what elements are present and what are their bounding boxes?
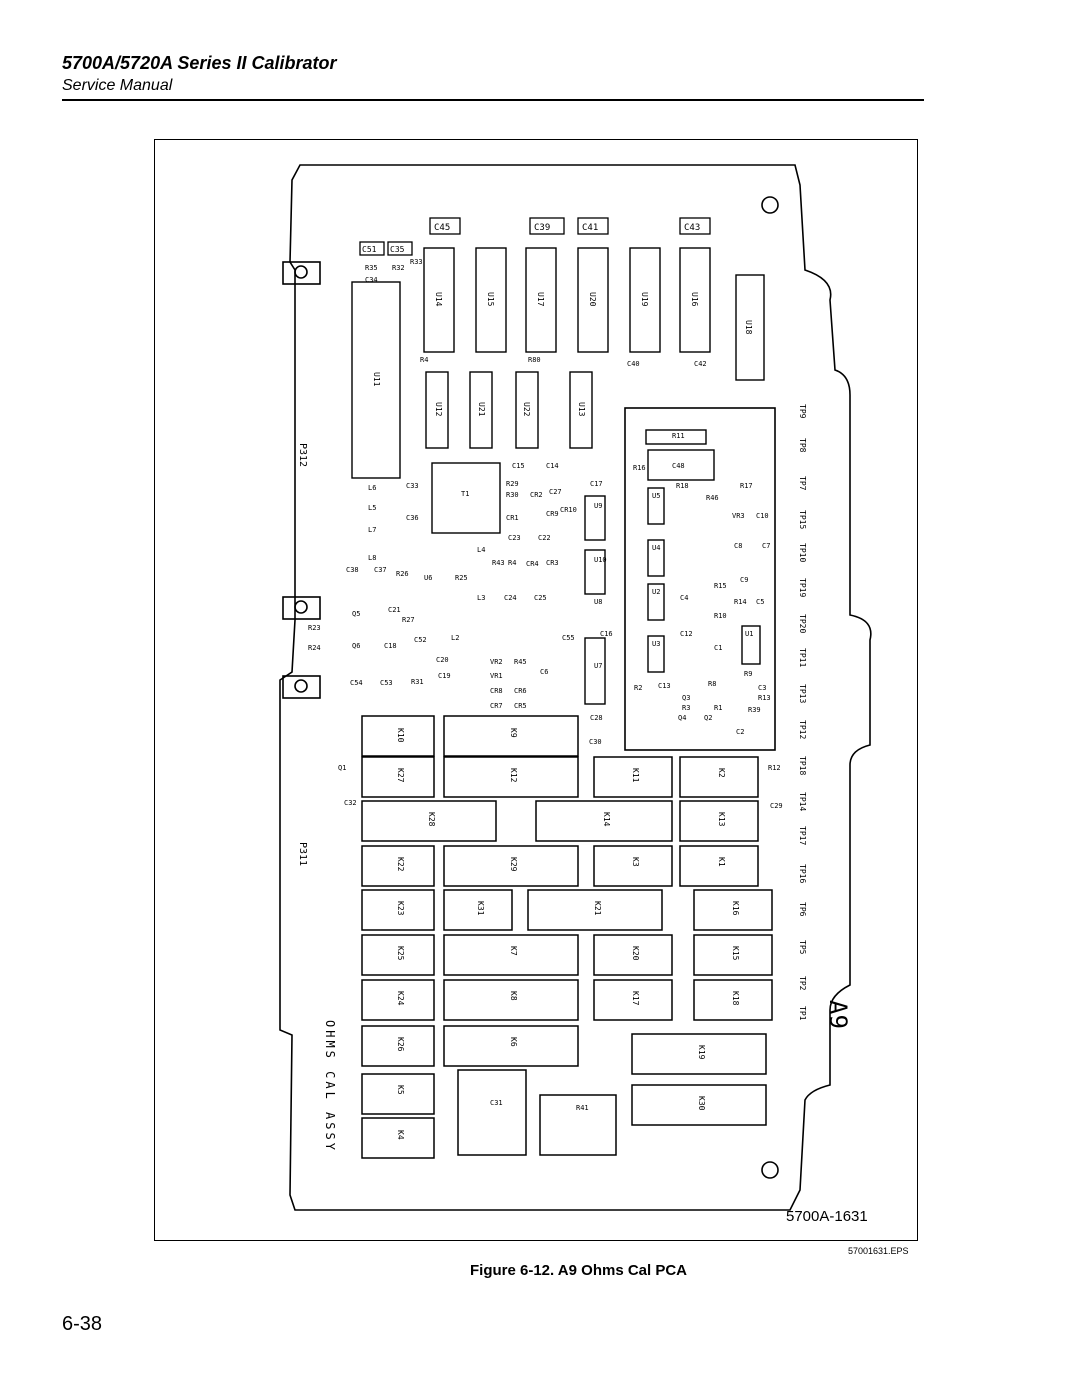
component-u5: U5 bbox=[652, 492, 661, 500]
test-point-tp10: TP10 bbox=[798, 543, 807, 563]
component-l5: L5 bbox=[368, 504, 377, 512]
component-c20: C20 bbox=[436, 656, 449, 664]
component-c10: C10 bbox=[756, 512, 769, 520]
relay-k3: K3 bbox=[631, 857, 640, 867]
component-l7: L7 bbox=[368, 526, 377, 534]
component-l2: L2 bbox=[451, 634, 460, 642]
eps-filename: 57001631.EPS bbox=[848, 1246, 909, 1256]
component-r3: R3 bbox=[682, 704, 691, 712]
relay-k1: K1 bbox=[717, 857, 726, 867]
component-c4: C4 bbox=[680, 594, 689, 602]
component-c18: C18 bbox=[384, 642, 397, 650]
component-c3: C3 bbox=[758, 684, 767, 692]
component-r32: R32 bbox=[392, 264, 405, 272]
relay-k27: K27 bbox=[396, 768, 405, 783]
cap-c43: C43 bbox=[684, 223, 701, 233]
relay-k24: K24 bbox=[396, 991, 405, 1006]
component-c52: C52 bbox=[414, 636, 427, 644]
component-cr4: CR4 bbox=[526, 560, 539, 568]
component-r24: R24 bbox=[308, 644, 321, 652]
component-c5: C5 bbox=[756, 598, 765, 606]
component-l8: L8 bbox=[368, 554, 377, 562]
component-r12: R12 bbox=[768, 764, 781, 772]
ic-u14: U14 bbox=[434, 292, 443, 307]
component-c7: C7 bbox=[762, 542, 771, 550]
relay-k19: K19 bbox=[697, 1045, 706, 1060]
test-point-tp9: TP9 bbox=[798, 404, 807, 419]
component-r80: R80 bbox=[528, 356, 541, 364]
component-r30: R30 bbox=[506, 491, 519, 499]
relay-k25: K25 bbox=[396, 946, 405, 961]
ic-u22: U22 bbox=[522, 402, 531, 417]
component-c22: C22 bbox=[538, 534, 551, 542]
relay-k30: K30 bbox=[697, 1096, 706, 1111]
component-r41: R41 bbox=[576, 1104, 589, 1112]
component-r27: R27 bbox=[402, 616, 415, 624]
component-cr9: CR9 bbox=[546, 510, 559, 518]
relay-k11: K11 bbox=[631, 768, 640, 783]
component-vr3: VR3 bbox=[732, 512, 745, 520]
running-header-title: 5700A/5720A Series II Calibrator bbox=[62, 53, 337, 73]
ic-u17: U17 bbox=[536, 292, 545, 307]
component-r29: R29 bbox=[506, 480, 519, 488]
component-r43: R43 bbox=[492, 559, 505, 567]
relay-k20: K20 bbox=[631, 946, 640, 961]
board-outline bbox=[280, 165, 871, 1210]
component-u8: U8 bbox=[594, 598, 603, 606]
component-t1: T1 bbox=[461, 490, 470, 498]
component-r14: R14 bbox=[734, 598, 747, 606]
component-cr8: CR8 bbox=[490, 687, 503, 695]
relay-k16: K16 bbox=[731, 901, 740, 916]
ic-u13: U13 bbox=[577, 402, 586, 417]
component-c37: C37 bbox=[374, 566, 387, 574]
relay-k21: K21 bbox=[593, 901, 602, 916]
test-point-tp12: TP12 bbox=[798, 720, 807, 740]
component-c27: C27 bbox=[549, 488, 562, 496]
component-c6: C6 bbox=[540, 668, 549, 676]
component-c24: C24 bbox=[504, 594, 517, 602]
component-c21: C21 bbox=[388, 606, 401, 614]
component-c13: C13 bbox=[658, 682, 671, 690]
test-point-tp13: TP13 bbox=[798, 684, 807, 704]
component-u7: U7 bbox=[594, 662, 603, 670]
test-point-tp7: TP7 bbox=[798, 476, 807, 491]
test-point-tp8: TP8 bbox=[798, 438, 807, 453]
component-u6: U6 bbox=[424, 574, 433, 582]
test-point-tp1: TP1 bbox=[798, 1006, 807, 1021]
component-c17: C17 bbox=[590, 480, 603, 488]
ic-u19: U19 bbox=[640, 292, 649, 307]
component-r8: R8 bbox=[708, 680, 717, 688]
figure-caption: Figure 6-12. A9 Ohms Cal PCA bbox=[470, 1262, 688, 1279]
relay-k4: K4 bbox=[396, 1130, 405, 1140]
component-r23: R23 bbox=[308, 624, 321, 632]
component-c42: C42 bbox=[694, 360, 707, 368]
component-c16: C16 bbox=[600, 630, 613, 638]
relay-k2: K2 bbox=[717, 768, 726, 778]
relay-k14: K14 bbox=[602, 812, 611, 827]
test-point-tp6: TP6 bbox=[798, 902, 807, 917]
relay-k23: K23 bbox=[396, 901, 405, 916]
cap-c45: C45 bbox=[434, 223, 451, 233]
component-u9: U9 bbox=[594, 502, 603, 510]
relay-k18: K18 bbox=[731, 991, 740, 1006]
component-c23: C23 bbox=[508, 534, 521, 542]
component-r15: R15 bbox=[714, 582, 727, 590]
component-c28: C28 bbox=[590, 714, 603, 722]
component-u3: U3 bbox=[652, 640, 661, 648]
drawing-number: 5700A-1631 bbox=[786, 1208, 868, 1225]
component-r45: R45 bbox=[514, 658, 527, 666]
component-cr3: CR3 bbox=[546, 559, 559, 567]
test-point-tp11: TP11 bbox=[798, 648, 807, 668]
component-vr2: VR2 bbox=[490, 658, 503, 666]
component-c55: C55 bbox=[562, 634, 575, 642]
component-c8: C8 bbox=[734, 542, 743, 550]
component-c33: C33 bbox=[406, 482, 419, 490]
relay-k26: K26 bbox=[396, 1037, 405, 1052]
relay-k12: K12 bbox=[509, 768, 518, 783]
component-r39: R39 bbox=[748, 706, 761, 714]
ic-u15: U15 bbox=[486, 292, 495, 307]
component-r26: R26 bbox=[396, 570, 409, 578]
component-r13: R13 bbox=[758, 694, 771, 702]
ic-u16: U16 bbox=[690, 292, 699, 307]
cap-c39: C39 bbox=[534, 223, 551, 233]
component-c30: C30 bbox=[589, 738, 602, 746]
component-c14: C14 bbox=[546, 462, 559, 470]
component-r46: R46 bbox=[706, 494, 719, 502]
component-cr5: CR5 bbox=[514, 702, 527, 710]
component-l3: L3 bbox=[477, 594, 486, 602]
test-point-tp17: TP17 bbox=[798, 826, 807, 846]
relay-k8: K8 bbox=[509, 991, 518, 1001]
relay-k17: K17 bbox=[631, 991, 640, 1006]
component-c19: C19 bbox=[438, 672, 451, 680]
page-number: 6-38 bbox=[62, 1313, 103, 1335]
component-r4: R4 bbox=[420, 356, 429, 364]
component-cr6: CR6 bbox=[514, 687, 527, 695]
component-r33: R33 bbox=[410, 258, 423, 266]
relay-k15: K15 bbox=[731, 946, 740, 961]
test-point-tp15: TP15 bbox=[798, 510, 807, 530]
component-c29: C29 bbox=[770, 802, 783, 810]
component-r25: R25 bbox=[455, 574, 468, 582]
relay-k13: K13 bbox=[717, 812, 726, 827]
component-c15: C15 bbox=[512, 462, 525, 470]
component-c1: C1 bbox=[714, 644, 723, 652]
component-l6: L6 bbox=[368, 484, 377, 492]
test-point-tp14: TP14 bbox=[798, 792, 807, 812]
relay-k29: K29 bbox=[509, 857, 518, 872]
component-u2: U2 bbox=[652, 588, 661, 596]
running-header-subtitle: Service Manual bbox=[62, 77, 173, 94]
relay-k22: K22 bbox=[396, 857, 405, 872]
component-c34: C34 bbox=[365, 276, 378, 284]
component-c48: C48 bbox=[672, 462, 685, 470]
component-c9: C9 bbox=[740, 576, 749, 584]
component-q3: Q3 bbox=[682, 694, 691, 702]
component-r35: R35 bbox=[365, 264, 378, 272]
component-q4: Q4 bbox=[678, 714, 687, 722]
relay-k5: K5 bbox=[396, 1085, 405, 1095]
component-c36: C36 bbox=[406, 514, 419, 522]
component-vr1: VR1 bbox=[490, 672, 503, 680]
component-q2: Q2 bbox=[704, 714, 713, 722]
component-cr2: CR2 bbox=[530, 491, 543, 499]
component-r10: R10 bbox=[714, 612, 727, 620]
component-r31: R31 bbox=[411, 678, 424, 686]
test-point-tp2: TP2 bbox=[798, 976, 807, 991]
ic-u11: U11 bbox=[372, 372, 381, 387]
test-point-tp5: TP5 bbox=[798, 940, 807, 955]
board-id-label: A9 bbox=[824, 1000, 852, 1029]
test-point-labels bbox=[798, 404, 807, 1021]
component-q1: Q1 bbox=[338, 764, 347, 772]
component-c53: C53 bbox=[380, 679, 393, 687]
relay-k6: K6 bbox=[509, 1037, 518, 1047]
connector-p312: P312 bbox=[297, 443, 308, 468]
component-r16: R16 bbox=[633, 464, 646, 472]
ic-u12: U12 bbox=[434, 402, 443, 417]
relay-k31: K31 bbox=[476, 901, 485, 916]
test-point-tp16: TP16 bbox=[798, 864, 807, 884]
component-q5: Q5 bbox=[352, 610, 361, 618]
component-r9: R9 bbox=[744, 670, 753, 678]
component-c25: C25 bbox=[534, 594, 547, 602]
component-r17: R17 bbox=[740, 482, 753, 490]
component-u1: U1 bbox=[745, 630, 754, 638]
component-u10: U10 bbox=[594, 556, 607, 564]
relay-k10: K10 bbox=[396, 728, 405, 743]
relay-k7: K7 bbox=[509, 946, 518, 956]
ic-u18: U18 bbox=[744, 320, 753, 335]
test-point-tp20: TP20 bbox=[798, 614, 807, 634]
component-c31: C31 bbox=[490, 1099, 503, 1107]
component-c12: C12 bbox=[680, 630, 693, 638]
cap-c41: C41 bbox=[582, 223, 599, 233]
component-l4: L4 bbox=[477, 546, 486, 554]
component-r1: R1 bbox=[714, 704, 723, 712]
component-c54: C54 bbox=[350, 679, 363, 687]
component-r18: R18 bbox=[676, 482, 689, 490]
cap-c51: C51 bbox=[362, 245, 377, 254]
test-point-tp19: TP19 bbox=[798, 578, 807, 598]
ic-u21: U21 bbox=[477, 402, 486, 417]
connector-p311: P311 bbox=[297, 842, 308, 867]
component-c32: C32 bbox=[344, 799, 357, 807]
component-c40: C40 bbox=[627, 360, 640, 368]
test-point-tp18: TP18 bbox=[798, 756, 807, 776]
relay-k28: K28 bbox=[427, 812, 436, 827]
component-r2: R2 bbox=[634, 684, 643, 692]
relay-k9: K9 bbox=[509, 728, 518, 738]
component-r4: R4 bbox=[508, 559, 517, 567]
cap-c35: C35 bbox=[390, 245, 405, 254]
assembly-label: OHMS CAL ASSY bbox=[323, 1020, 337, 1153]
component-c2: C2 bbox=[736, 728, 745, 736]
component-r11: R11 bbox=[672, 432, 685, 440]
component-c38: C38 bbox=[346, 566, 359, 574]
component-cr10: CR10 bbox=[560, 506, 577, 514]
component-u4: U4 bbox=[652, 544, 661, 552]
component-cr7: CR7 bbox=[490, 702, 503, 710]
ic-u20: U20 bbox=[588, 292, 597, 307]
component-q6: Q6 bbox=[352, 642, 361, 650]
component-cr1: CR1 bbox=[506, 514, 519, 522]
